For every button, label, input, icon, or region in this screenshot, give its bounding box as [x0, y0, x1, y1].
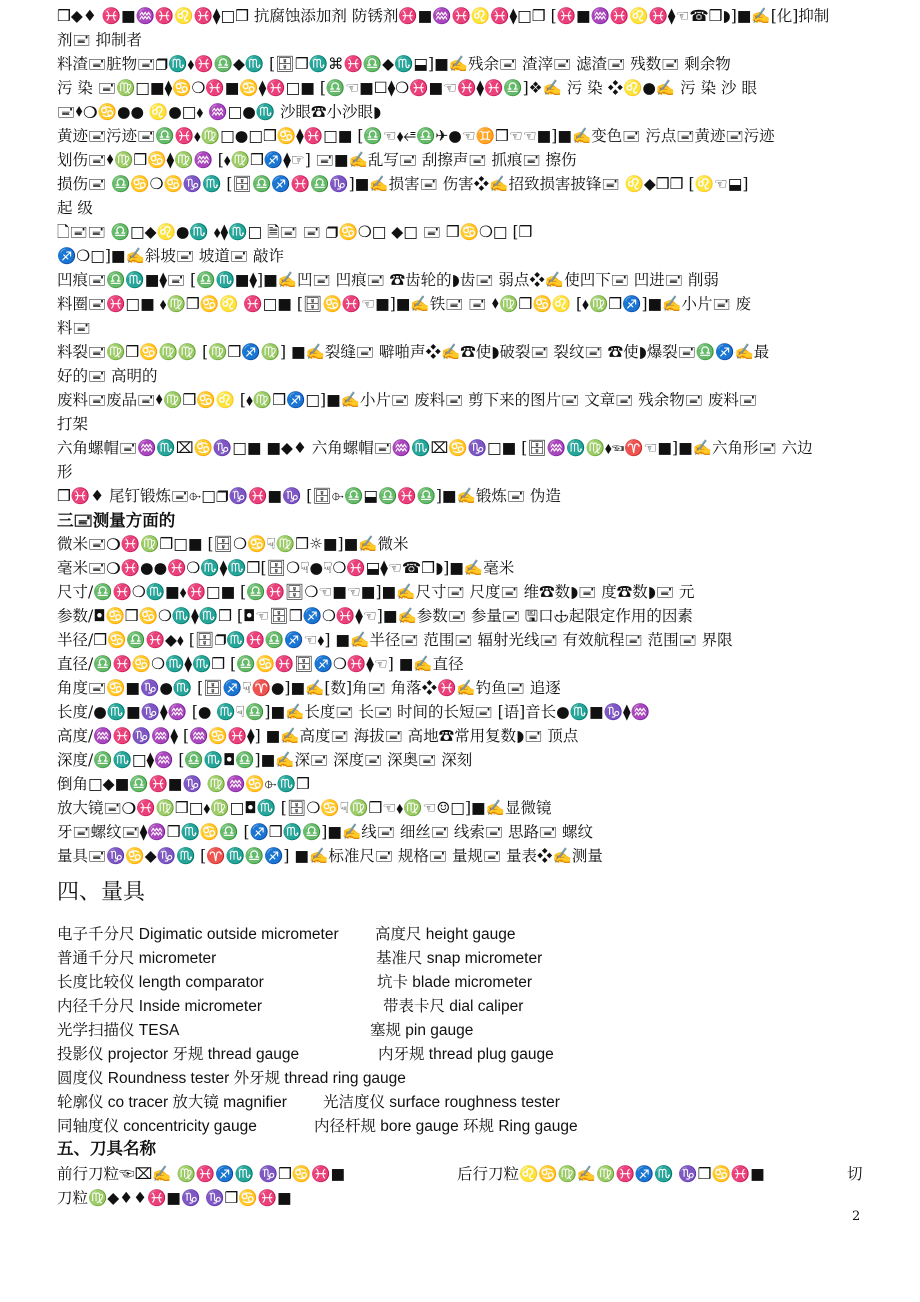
text-line: 污 染 🖃♍□■⧫♋❍♓■♋⧫♓□■ [♎☜■☐⧫❍♓■☜♓⧫♓♎]❖✍ 污 染 ❖♌●✍ 污 染 沙 眼	[57, 79, 757, 97]
text-line: 凹痕🖃♎♏■⧫🖃 [♎♏■⧫]■✍凹🖃 凹痕🖃 ☎齿轮的◗齿🖃 弱点❖✍使凹下🖃 凹进🖃 削弱	[57, 271, 719, 289]
tool-item: 刀粒♍◆♦♦♓■♑ ♑❒♋♓■	[57, 1189, 292, 1207]
text-line: 料🖃	[57, 319, 91, 337]
tool-item: 前行刀粒☜⌧✍ ♍♓♐♏ ♑❒♋♓■	[57, 1165, 346, 1183]
section-heading-4: 四、量具	[57, 880, 146, 905]
gauge-item: 圆度仪 Roundness tester 外牙规 thread ring gauge	[57, 1070, 406, 1087]
text-line: 起 级	[57, 199, 93, 217]
text-line: 🖃⬧❍♋●● ♌●□⬧ ♒□●♏ 沙眼☎小沙眼◗	[57, 103, 382, 121]
text-line: 参数/◘♋❒♋❍♏⧫♏❒ [◘☜🗄❒♐❍♓⧫☜]■✍参数🖃 参量🖃 🖫口🕁起限定作用的因素	[57, 607, 693, 625]
text-line: 半径/❒♋♎♓◆⬧ [🗄❒♏♓♎♐☜⬧] ■✍半径🖃 范围🖃 辐射光线🖃 有效航程🖃 范围🖃 界限	[57, 631, 733, 649]
text-line: 料裂🖃♍❒♋♍♍ [♍❒♐♍] ■✍裂缝🖃 噼啪声❖✍☎使◗破裂🖃 裂纹🖃 ☎使◗爆裂🖃♎♐✍最	[57, 343, 770, 361]
gauge-item: 光学扫描仪 TESA	[57, 1022, 180, 1039]
gauge-item: 内径杆规 bore gauge 环规 Ring gauge	[314, 1118, 578, 1135]
gauge-item: 高度尺 height gauge	[375, 926, 516, 943]
tool-item: 后行刀粒♌♋♍✍♍♓♐♏ ♑❒♋♓■	[457, 1165, 765, 1183]
text-line: 直径/♎♓♋❍♏⧫♏❒ [♎♋♓🗄♐❍♓⧫☜] ■✍直径	[57, 655, 464, 673]
gauge-item: 电子千分尺 Digimatic outside micrometer	[57, 926, 339, 943]
text-line: 好的🖃 高明的	[57, 367, 158, 385]
text-line: 量具🖃♑♋◆♑♏ [♈♏♎♐] ■✍标准尺🖃 规格🖃 量规🖃 量表❖✍测量	[57, 847, 603, 865]
gauge-item: 内径千分尺 Inside micrometer	[57, 998, 262, 1015]
section-heading-3: 三🖃测量方面的	[57, 511, 176, 530]
gauge-item: 轮廓仪 co tracer 放大镜 magnifier	[57, 1094, 287, 1111]
text-line: 深度/♎♏□⧫♒ [♎♏◘♎]■✍深🖃 深度🖃 深奥🖃 深刻	[57, 751, 473, 769]
text-line: 放大镜🖃❍♓♍❒□⬧♍□◘♏ [🗄❍♋☟♍❒☜⬧♍☜☺□]■✍显微镜	[57, 799, 552, 817]
text-line: ❒◆♦ ♓■♒♓♌♓⧫□❒ 抗腐蚀添加剂 防锈剂♓■♒♓♌♓⧫□❒ [♓■♒♓♌♓⧫☜☎❒◗]■✍[化]抑制	[57, 7, 830, 25]
gauge-item: 普通千分尺 micrometer	[57, 950, 217, 967]
gauge-item: 长度比较仪 length comparator	[57, 974, 264, 991]
text-line: 六角螺帽🖃♒♏⌧♋♑□■ ■◆♦ 六角螺帽🖃♒♏⌧♋♑□■ [🗄♒♏♍⬧☜♈☜■]■✍六角形🖃 六边	[57, 439, 813, 457]
text-line: 高度/♒♓♑♒⧫ [♒♋♓⧫] ■✍高度🖃 海拔🖃 高地☎常用复数◗🖃 顶点	[57, 727, 579, 745]
text-line: ♐❍□]■✍斜坡🖃 坡道🖃 敲诈	[57, 247, 284, 265]
text-line: 剂🖃 抑制者	[57, 31, 143, 49]
text-line: 形	[57, 463, 73, 481]
text-line: 角度🖃♋■♑●♏ [🗄♐☟♈●]■✍[数]角🖃 角落❖♓✍钓鱼🖃 追逐	[57, 679, 561, 697]
page-number: 2	[852, 1209, 861, 1224]
text-line: 🗋🖃🖃 ♎□◆♌●♏ ⬧⧫♏□ 🗎🖃 🖃 ❒♋❍□ ◆□ 🖃 ❒♋❍□ [❒	[57, 223, 533, 241]
text-line: 废料🖃废品🖃⬧♍❒♋♌ [⬧♍❒♐□]■✍小片🖃 废料🖃 剪下来的图片🖃 文章🖃 残余物🖃 废料🖃	[57, 391, 757, 409]
text-line: 黄迹🖃污迹🖃♎♓⬧♍□●□❒♋⧫♓□■ [♎☜⬧⭀♎✈●☜♊❒☜☜■]■✍变色🖃 污点🖃黄迹🖃污迹	[57, 127, 775, 145]
gauge-item: 内牙规 thread plug gauge	[378, 1046, 554, 1063]
gauge-item: 基准尺 snap micrometer	[376, 950, 543, 967]
text-line: 倒角□◆■♎♓■♑ ♍♒♋⌱♏❒	[57, 775, 310, 793]
gauge-item: 塞规 pin gauge	[370, 1022, 474, 1039]
text-line: ❒♓♦ 尾钉锻炼🖃⌱□❒♑♓■♑ [🗄⌱♎⬓♎♓♎]■✍锻炼🖃 伪造	[57, 487, 561, 505]
gauge-item: 带表卡尺 dial caliper	[383, 998, 524, 1015]
tool-item: 切	[847, 1165, 863, 1183]
text-line: 损伤🖃 ♎♋❍♋♑♏ [🗄♎♐♓♎♑]■✍损害🖃 伤害❖✍招致损害披锋🖃 ♌◆❒❒ [♌☜⬓]	[57, 175, 749, 193]
text-line: 料渣🖃脏物🖃❒♏⬧♓♎◆♏ [🗄❒♏⌘♓♎◆♏⬓]■✍残余🖃 渣滓🖃 滤渣🖃 残数🖃 剩余物	[57, 55, 731, 73]
text-line: 牙🖃螺纹🖃⧫♒❒♏♋♎ [♐❒♏♎]■✍线🖃 细丝🖃 线索🖃 思路🖃 螺纹	[57, 823, 594, 841]
text-line: 尺寸/♎♓❍♏■⬧♓□■ [♎♓🗄❍☜■☜■]■✍尺寸🖃 尺度🖃 维☎数◗🖃 度☎数◗🖃 元	[57, 583, 695, 601]
text-line: 微米🖃❍♓♍❒□■ [🗄❍♋☟♍❒☼■]■✍微米	[57, 535, 409, 553]
gauge-item: 坑卡 blade micrometer	[377, 974, 533, 991]
text-line: 划伤🖃⬧♍❒♋⧫♍♒ [⬧♍❒♐⧫☞] 🖃■✍乱写🖃 刮擦声🖃 抓痕🖃 擦伤	[57, 151, 577, 169]
section-heading-5: 五、刀具名称	[57, 1139, 156, 1158]
text-line: 长度/●♏■♑⧫♒ [● ♏☟♎]■✍长度🖃 长🖃 时间的长短🖃 [语]音长●♏■♑⧫♒	[57, 703, 650, 721]
text-line: 毫米🖃❍♓●●♓❍♏⧫♏❒[🗄❍☟●☟❍♓⬓⧫☜☎❒◗]■✍毫米	[57, 559, 515, 577]
gauge-item: 投影仪 projector 牙规 thread gauge	[57, 1046, 300, 1063]
gauge-item: 同轴度仪 concentricity gauge	[57, 1118, 257, 1135]
text-line: 料圈🖃♓□■ ⬧♍❒♋♌ ♓□■ [🗄♋♓☜■]■✍铁🖃 🖃 ⬧♍❒♋♌ [⬧♍❒♐]■✍小片🖃 废	[57, 295, 752, 313]
gauge-item: 光洁度仪 surface roughness tester	[323, 1094, 560, 1111]
text-line: 打架	[57, 415, 89, 433]
